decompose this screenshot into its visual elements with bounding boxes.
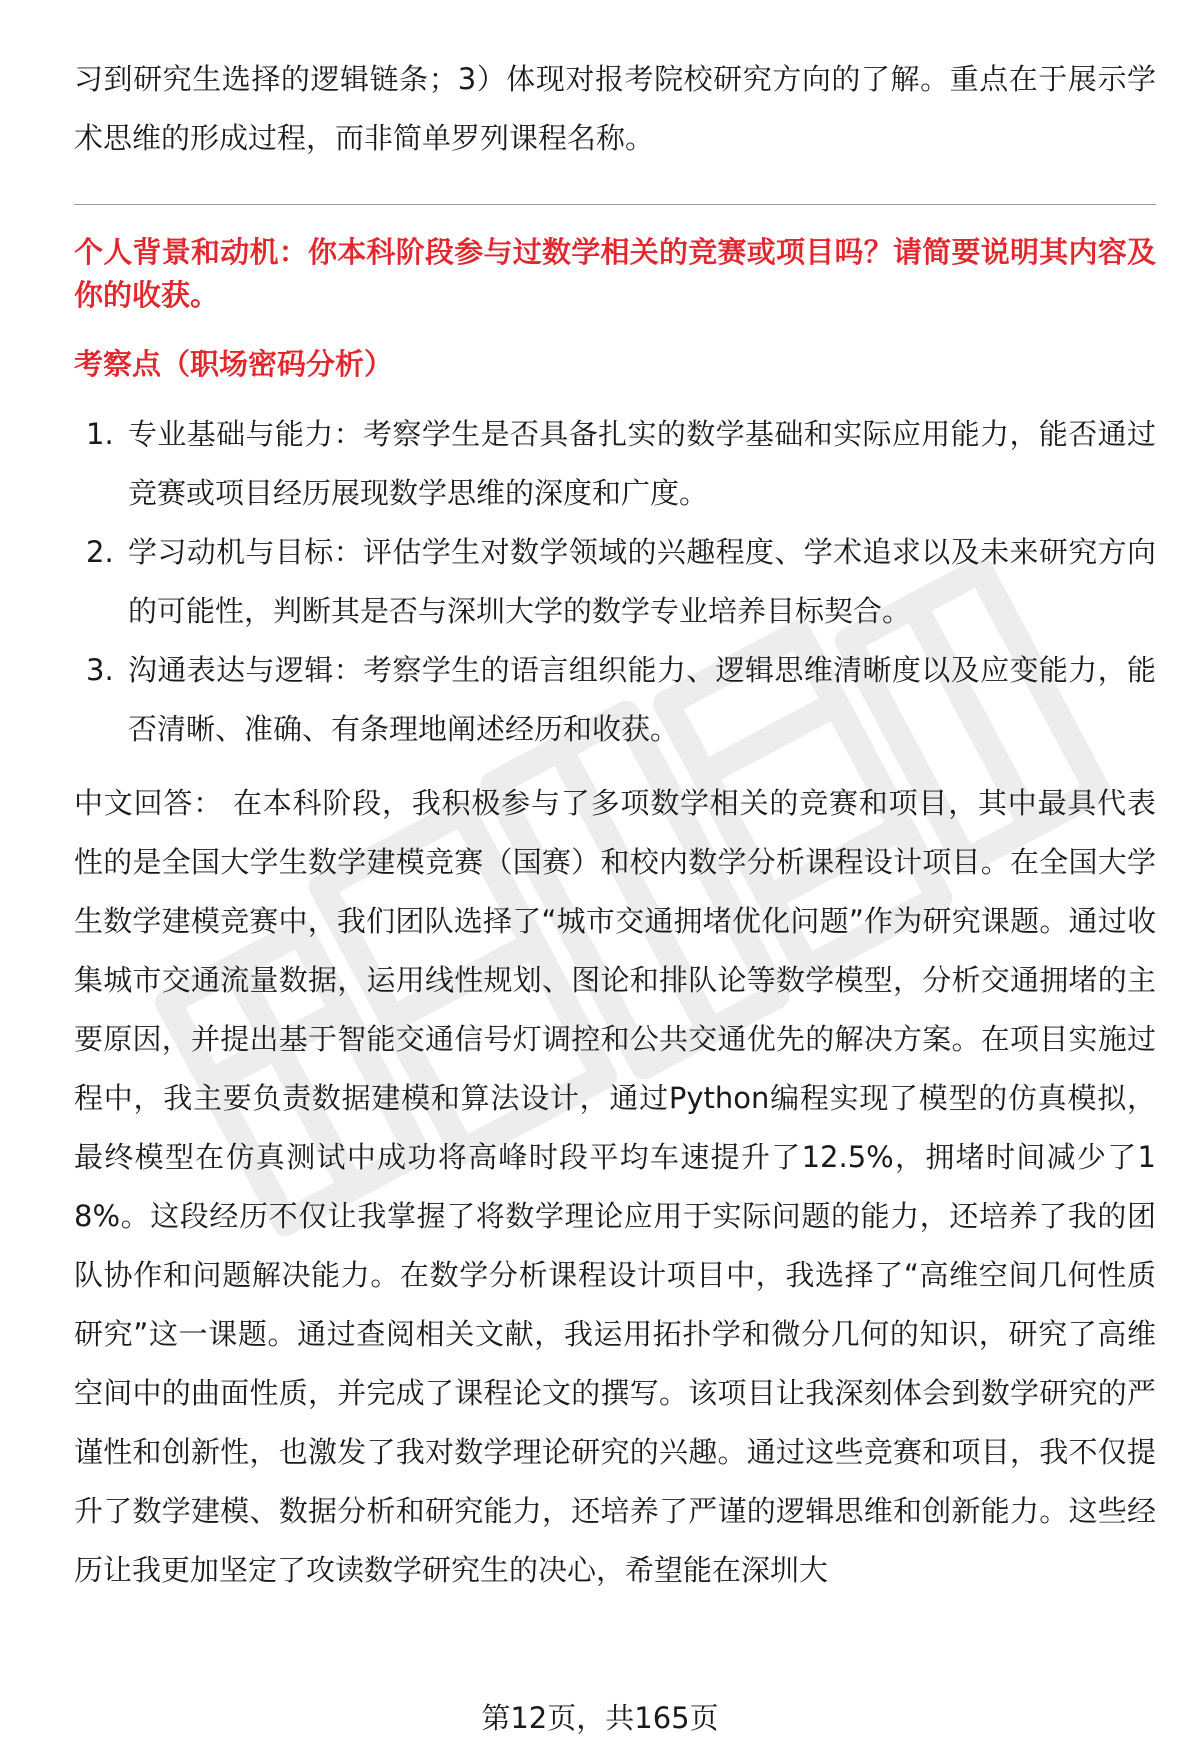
- analysis-list: [74, 405, 1156, 759]
- analysis-item-3: [74, 641, 1156, 759]
- section-divider: [74, 204, 1156, 205]
- document-page: [74, 50, 1156, 1600]
- list-item-text: 沟通表达与逻辑：考察学生的语言组织能力、逻辑思维清晰度以及应变能力，能否清晰、准确、有条理地阐述经历和收获。: [128, 653, 1156, 746]
- page-number-footer: 第12页，共165页: [481, 1701, 719, 1735]
- list-number: 1.: [86, 417, 114, 451]
- list-number: 3.: [86, 653, 114, 687]
- list-number: 2.: [86, 535, 114, 569]
- question-heading: 个人背景和动机：你本科阶段参与过数学相关的竞赛或项目吗？请简要说明其内容及你的收获。: [74, 235, 1156, 312]
- intro-paragraph: 习到研究生选择的逻辑链条；3）体现对报考院校研究方向的了解。重点在于展示学术思维的形成过程，而非简单罗列课程名称。: [74, 62, 1156, 155]
- list-item-text: 学习动机与目标：评估学生对数学领域的兴趣程度、学术追求以及未来研究方向的可能性，判断其是否与深圳大学的数学专业培养目标契合。: [128, 535, 1156, 628]
- analysis-heading: 考察点（职场密码分析）: [74, 347, 394, 381]
- list-item-text: 专业基础与能力：考察学生是否具备扎实的数学基础和实际应用能力，能否通过竞赛或项目经历展现数学思维的深度和广度。: [128, 417, 1156, 510]
- analysis-item-2: [74, 523, 1156, 641]
- analysis-item-1: [74, 405, 1156, 523]
- answer-paragraph: 中文回答： 在本科阶段，我积极参与了多项数学相关的竞赛和项目，其中最具代表性的是全国大学生数学建模竞赛（国赛）和校内数学分析课程设计项目。在全国大学生数学建模竞赛中，我们团队选择了“城市交通拥堵优化问题”作为研究课题。通过收集城市交通流量数据，运用线性规划、图论和排队论等数学模型，分析交通拥堵的主要原因，并提出基于智能交通信号灯调控和公共交通优先的解决方案。在项目实施过程中，我主要负责数据建模和算法设计，通过Python编程实现了模型的仿真模拟，最终模型在仿真测试中成功将高峰时段平均车速提升了12.5%，拥堵时间减少了18%。这段经历不仅让我掌握了将数学理论应用于实际问题的能力，还培养了我的团队协作和问题解决能力。在数学分析课程设计项目中，我选择了“高维空间几何性质研究”这一课题。通过查阅相关文献，我运用拓扑学和微分几何的知识，研究了高维空间中的曲面性质，并完成了课程论文的撰写。该项目让我深刻体会到数学研究的严谨性和创新性，也激发了我对数学理论研究的兴趣。通过这些竞赛和项目，我不仅提升了数学建模、数据分析和研究能力，还培养了严谨的逻辑思维和创新能力。这些经历让我更加坚定了攻读数学研究生的决心，希望能在深圳大: [74, 786, 1156, 1587]
